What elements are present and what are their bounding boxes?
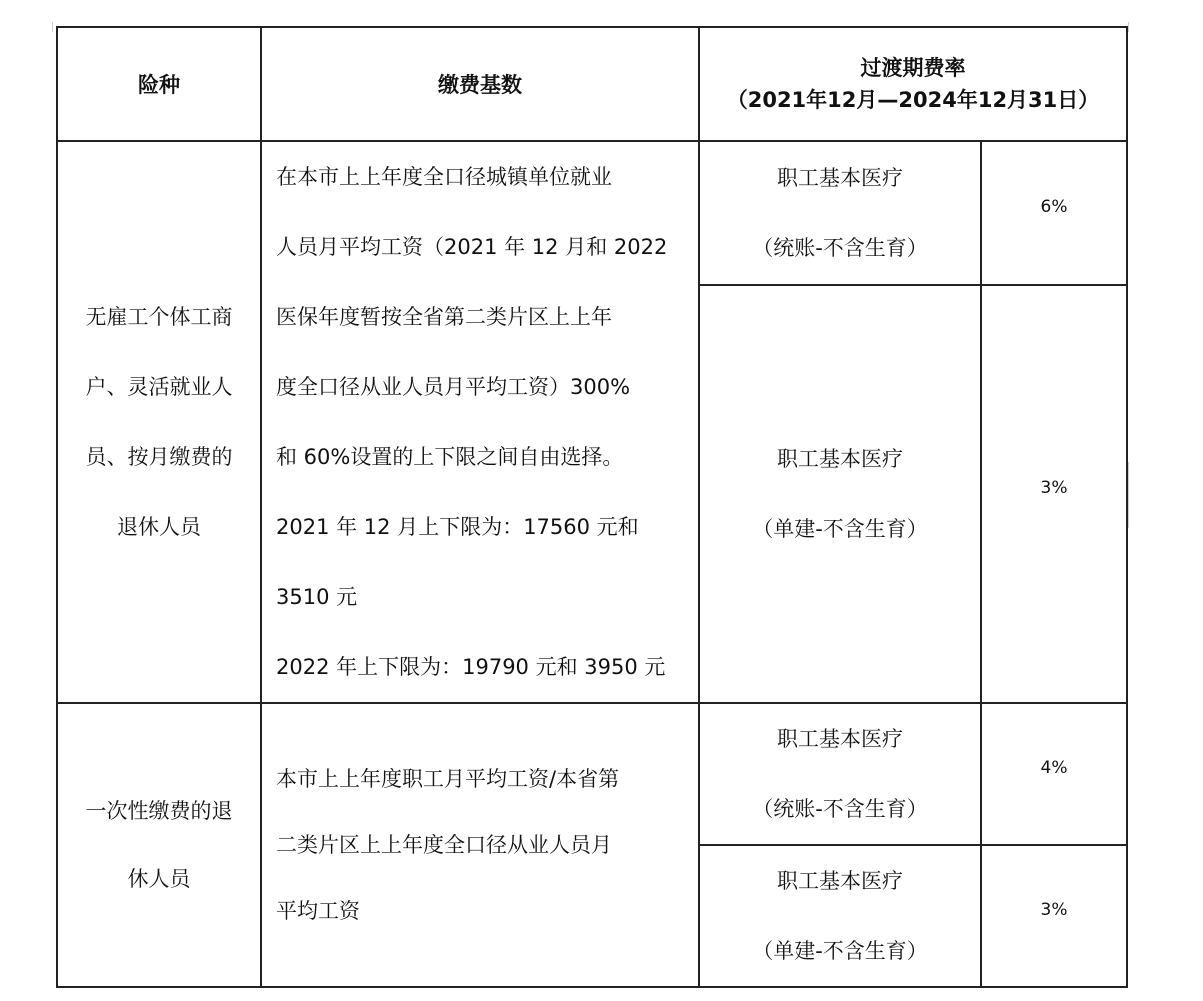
category-cell [57,141,261,703]
category-line: 无雇工个体工商 [85,305,233,329]
insurance-scope: （统账-不含生育） [752,797,928,821]
base-line: 医保年度暂按全省第二类片区上上年 [276,305,612,329]
insurance-name: 职工基本医疗 [777,447,903,472]
corner-mark-tl [52,22,53,32]
insurance-scope: （单建-不含生育） [752,939,928,963]
base-line: 2022 年上下限为：19790 元和 3950 元 [276,655,666,679]
rate-cell [981,703,1127,845]
base-line: 2021 年 12 月上下限为：17560 元和 [276,515,639,539]
insurance-scope: （统账-不含生育） [752,236,928,261]
base-line: 和 60%设置的上下限之间自由选择。 [276,445,624,469]
rate-cell [981,141,1127,285]
category-line: 休人员 [127,867,191,891]
category-cell [57,703,261,987]
corner-mark-right [1128,462,1129,528]
base-line: 二类片区上上年度全口径从业人员月 [276,833,612,857]
base-line: 本市上上年度职工月平均工资/本省第 [276,767,620,791]
category-line: 退休人员 [117,515,201,539]
header-transition-rate-title: 过渡期费率 [860,56,966,80]
rate-value: 3% [1040,478,1068,499]
rate-value: 6% [1040,197,1068,218]
header-insurance-type: 险种 [57,27,261,141]
header-transition-rate [699,27,1127,141]
header-contribution-base: 缴费基数 [261,27,699,141]
base-line: 在本市上上年度全口径城镇单位就业 [276,165,612,189]
base-line: 平均工资 [276,899,360,923]
insurance-name: 职工基本医疗 [777,727,903,751]
insurance-name: 职工基本医疗 [777,166,903,191]
rate-cell [981,285,1127,703]
base-line: 度全口径从业人员月平均工资）300% [276,375,631,399]
contribution-base-cell [261,141,699,703]
category-line: 员、按月缴费的 [85,445,233,469]
contribution-base-cell [261,703,699,987]
header-row [57,27,1127,141]
rate-value: 3% [1040,900,1068,920]
category-line: 一次性缴费的退 [85,799,233,823]
insurance-scope: （单建-不含生育） [752,517,928,542]
table-row [57,141,1127,285]
rate-cell [981,845,1127,987]
insurance-item-cell [699,845,981,987]
category-line: 户、灵活就业人 [85,375,233,399]
insurance-item-cell [699,285,981,703]
insurance-item-cell [699,703,981,845]
base-line: 3510 元 [276,585,358,609]
header-transition-rate-period: （2021年12月—2024年12月31日） [726,88,1100,112]
insurance-item-cell [699,141,981,285]
insurance-name: 职工基本医疗 [777,869,903,893]
rate-value: 4% [1040,758,1068,778]
table-row [57,703,1127,845]
base-line: 人员月平均工资（2021 年 12 月和 2022 [276,235,668,259]
corner-mark-tr [1128,22,1129,32]
medical-insurance-rate-table [56,26,1128,988]
